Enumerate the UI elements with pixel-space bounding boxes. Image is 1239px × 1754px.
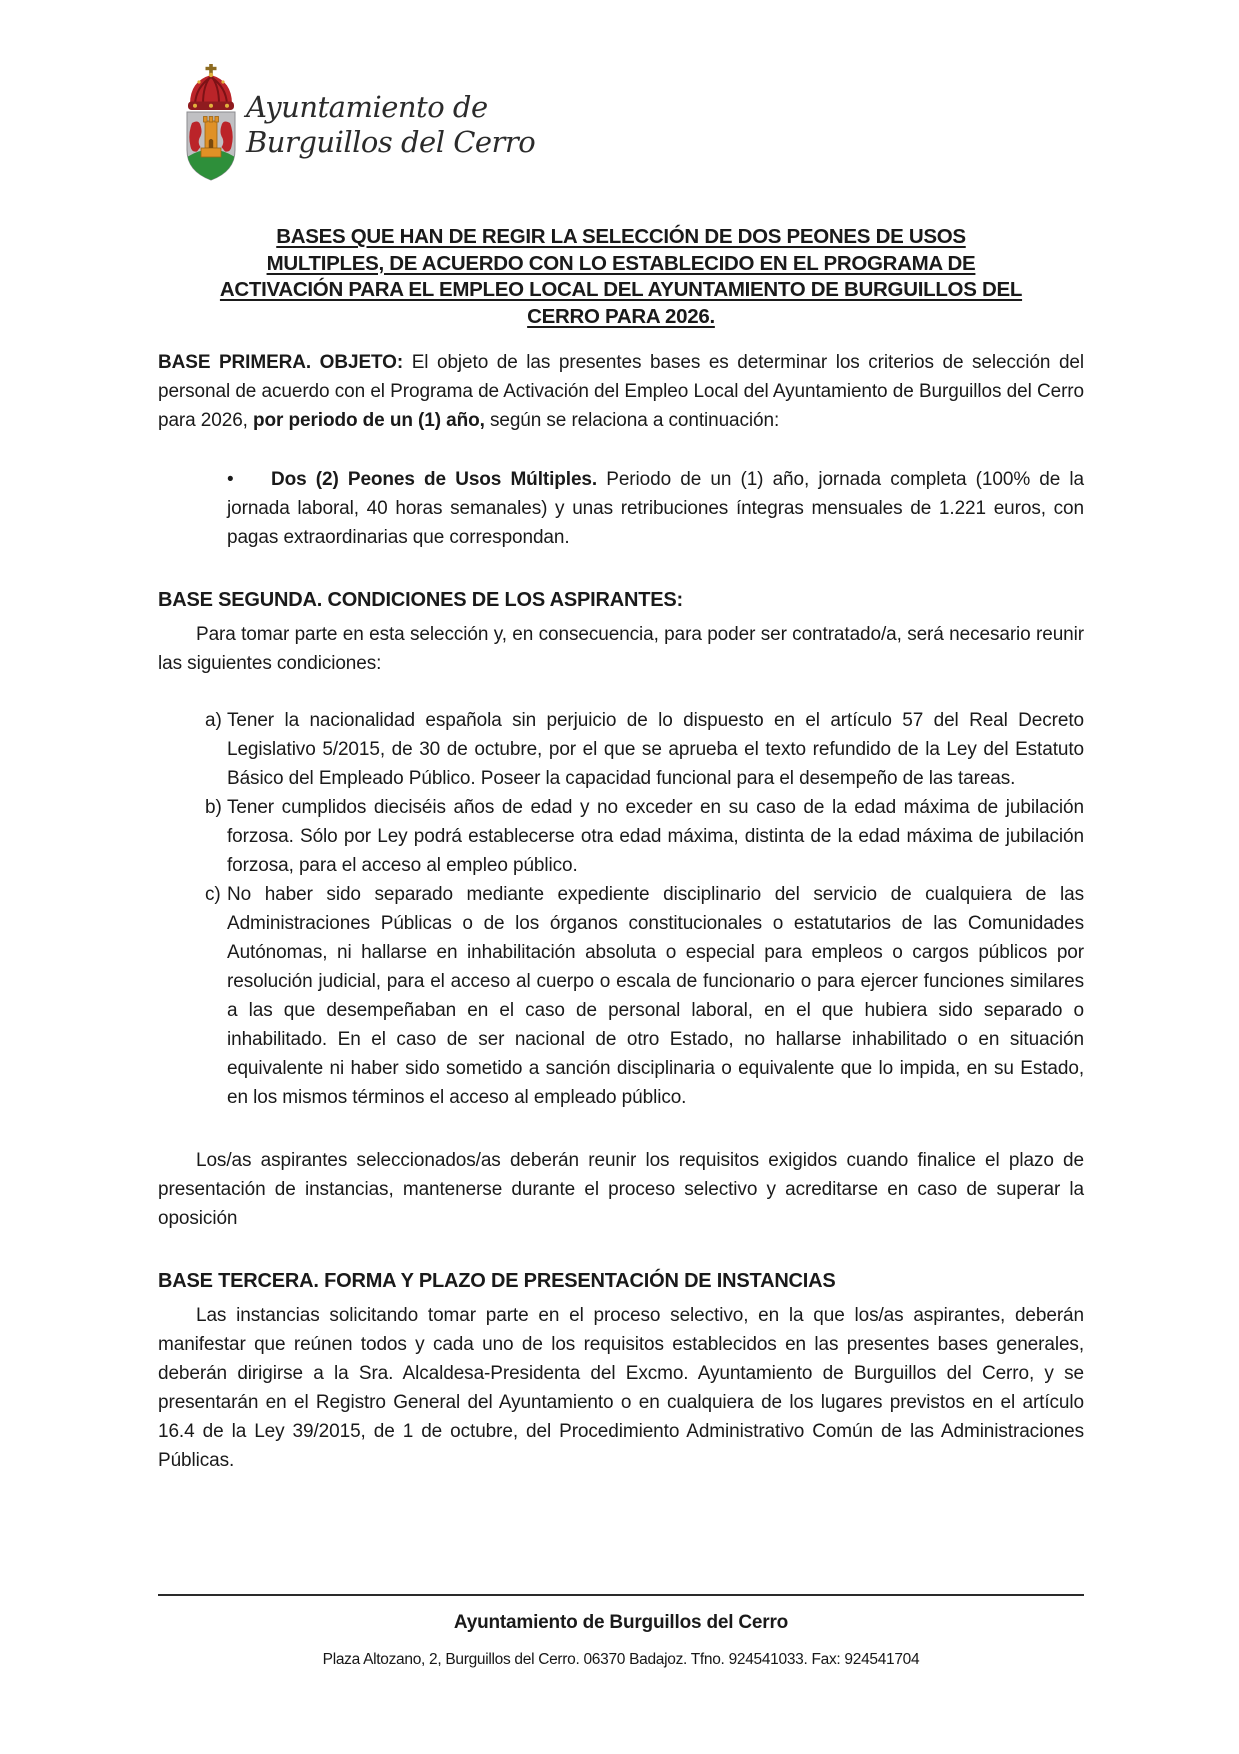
title-line-3: ACTIVACIÓN PARA EL EMPLEO LOCAL DEL AYUNTAMIENTO DE BURGUILLOS DEL	[219, 278, 1023, 301]
base-primera-text-1: El objeto de las presentes bases es determinar los criterios de selección del personal de acuerdo con el Programa de Activación del Empleo Local del Ayuntamiento de Burguillos del Cerro para 2026,	[158, 352, 1084, 431]
condition-item-c	[158, 880, 1084, 1112]
footer-organization: Ayuntamiento de Burguillos del Cerro	[453, 1612, 789, 1633]
paragraph-base-segunda-intro: Para tomar parte en esta selección y, en consecuencia, para poder ser contratado/a, será necesario reunir las siguientes condiciones:	[158, 624, 1084, 674]
title-line-2: MULTIPLES, DE ACUERDO CON LO ESTABLECIDO EN EL PROGRAMA DE	[266, 251, 976, 275]
logo-text	[246, 90, 535, 160]
condition-text-b: Tener cumplidos dieciséis años de edad y no exceder en su caso de la edad máxima de jubilación forzosa. Sólo por Ley podrá establecerse otra edad máxima, distinta de la edad máxima de jubilación forzosa, para el acceso al empleo público.	[227, 797, 1084, 876]
bullet-item-peones	[158, 465, 1084, 552]
logo-text-line1: Ayuntamiento de	[246, 90, 488, 124]
bullet-bold-text: Dos (2) Peones de Usos Múltiples.	[271, 469, 598, 490]
condition-text-c: No haber sido separado mediante expediente disciplinario del servicio de cualquiera de las Administraciones Públicas o de los órganos constitucionales o estatutarios de las Comunidades Autónomas, ni hallarse en inhabilitación absoluta o especial para empleos o cargos públicos por resolución judicial, para el acceso al cuerpo o escala de funcionario o para ejercer funciones similares a las que desempeñaban en el caso de personal laboral, en el que hubiera sido separado o inhabilitado. En el caso de ser nacional de otro Estado, no hallarse inhabilitado o en situación equivalente ni haber sido sometido a sanción disciplinaria o equivalente que lo impida, en su Estado, en los mismos términos el acceso al empleado público.	[227, 884, 1084, 1108]
paragraph-base-primera	[158, 348, 1084, 435]
heading-base-primera: BASE PRIMERA. OBJETO:	[158, 352, 404, 373]
page-footer	[158, 1594, 1084, 1669]
heading-base-segunda: BASE SEGUNDA. CONDICIONES DE LOS ASPIRANTES:	[158, 589, 683, 611]
coat-of-arms-icon	[182, 64, 240, 184]
title-line-1: BASES QUE HAN DE REGIR LA SELECCIÓN DE DOS PEONES DE USOS	[276, 225, 966, 248]
condition-marker-c: c)	[205, 884, 221, 905]
condition-marker-a: a)	[205, 710, 222, 731]
base-primera-text-2: según se relaciona a continuación:	[484, 410, 780, 431]
condition-text-a: Tener la nacionalidad española sin perjuicio de lo dispuesto en el artículo 57 del Real Decreto Legislativo 5/2015, de 30 de octubre, por el que se aprueba el texto refundido de la Ley del Estatuto Básico del Empleado Público. Poseer la capacidad funcional para el desempeño de las tareas.	[227, 710, 1084, 789]
page-content	[158, 0, 1084, 1475]
footer-address: Plaza Altozano, 2, Burguillos del Cerro. 06370 Badajoz. Tfno. 924541033. Fax: 924541704	[322, 1651, 920, 1668]
condition-item-b	[158, 793, 1084, 880]
paragraph-base-tercera: Las instancias solicitando tomar parte en el proceso selectivo, en la que los/as aspirantes, deberán manifestar que reúnen todos y cada uno de los requisitos establecidos en las presentes bases generales, deberán dirigirse a la Sra. Alcaldesa-Presidenta del Excmo. Ayuntamiento de Burguillos del Cerro, y se presentarán en el Registro General del Ayuntamiento o en cualquiera de los lugares previstos en el artículo 16.4 de la Ley 39/2015, de 1 de octubre, del Procedimiento Administrativo Común de las Administraciones Públicas.	[158, 1305, 1084, 1471]
title-line-4: CERRO PARA 2026.	[527, 304, 715, 328]
footer-divider	[158, 1594, 1084, 1596]
conditions-list	[158, 706, 1084, 1112]
heading-base-tercera: BASE TERCERA. FORMA Y PLAZO DE PRESENTACIÓN DE INSTANCIAS	[158, 1270, 836, 1292]
bullet-icon: •	[227, 469, 234, 490]
document-title	[158, 224, 1084, 330]
municipal-logo	[158, 64, 1084, 188]
paragraph-base-segunda-closing: Los/as aspirantes seleccionados/as deberán reunir los requisitos exigidos cuando finalice el plazo de presentación de instancias, mantenerse durante el proceso selectivo y acreditarse en caso de superar la oposición	[158, 1150, 1084, 1229]
condition-marker-b: b)	[205, 797, 222, 818]
base-primera-bold-period: por periodo de un (1) año,	[253, 410, 485, 431]
condition-item-a	[158, 706, 1084, 793]
logo-text-line2: Burguillos del Cerro	[246, 125, 536, 159]
bullet-text: Periodo de un (1) año, jornada completa (100% de la jornada laboral, 40 horas semanales) y unas retribuciones íntegras mensuales de 1.221 euros, con pagas extraordinarias que correspondan.	[227, 469, 1084, 548]
